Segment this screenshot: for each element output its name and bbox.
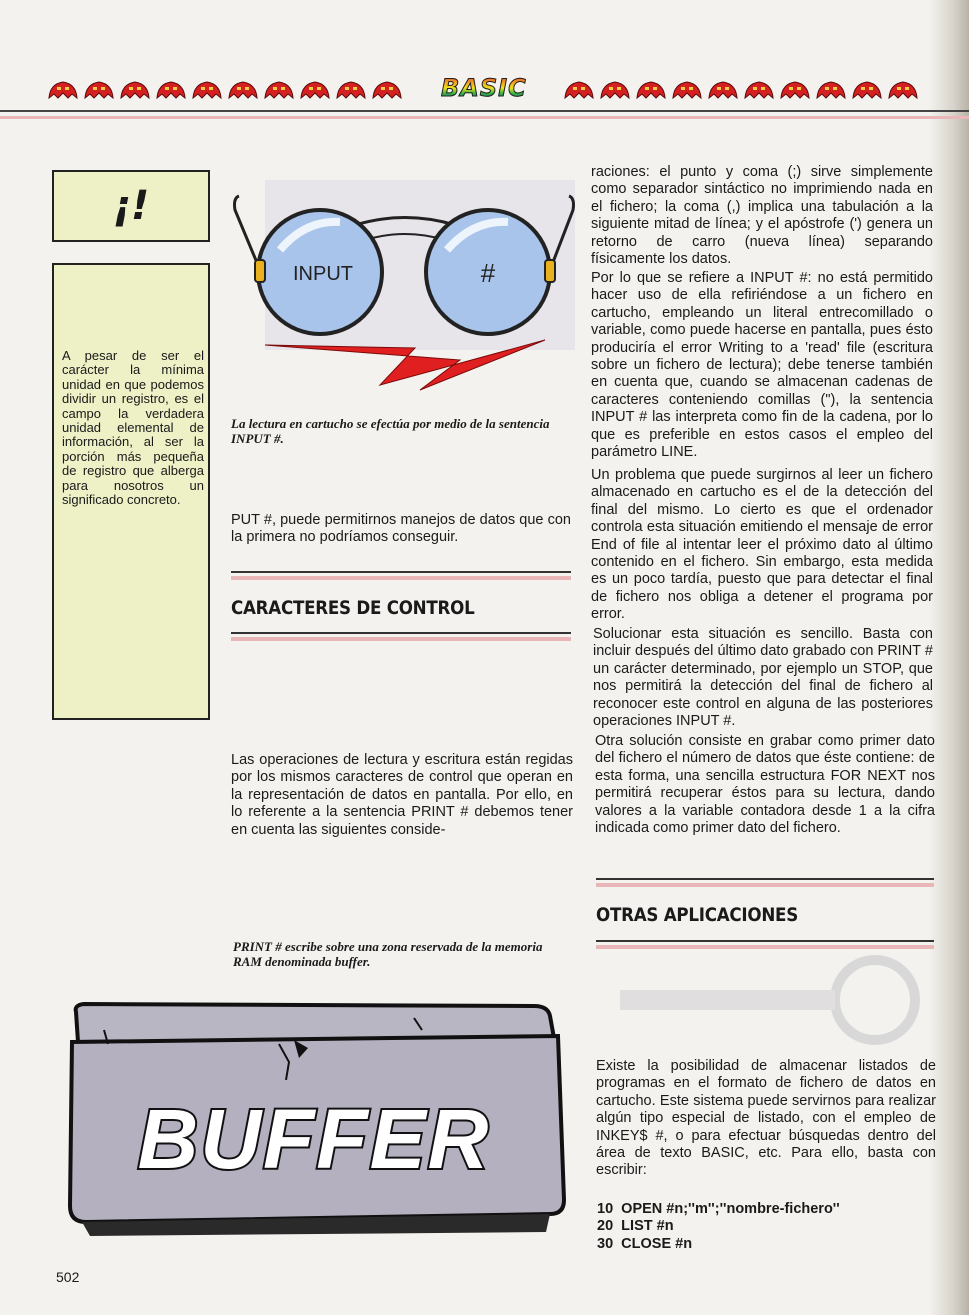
buffer-label: BUFFER (137, 1092, 491, 1186)
code-line: 20 LIST #n (597, 1218, 674, 1235)
space-invader-icon (226, 78, 260, 100)
space-invader-icon (634, 78, 668, 100)
glasses-caption: La lectura en cartucho se efectúa por medio de la sentencia INPUT #. (231, 416, 550, 446)
right-para-5: Otra solución consiste en grabar como primer dato del fichero el número de datos que éste contiene: de esta forma, una sencilla estructura FOR NEXT nos permitirá recuperar éstos para su lectura, dando valores a la variable contadora desde 1 a la cifra indicada como primer dato del fichero. (595, 733, 935, 837)
code-line: 30 CLOSE #n (597, 1235, 693, 1252)
buffer-illustration (64, 1000, 574, 1240)
rule-bottom-2 (596, 940, 934, 942)
space-invader-icon (562, 78, 596, 100)
code-listing (597, 1201, 840, 1253)
space-invader-icon (370, 78, 404, 100)
heading-caracteres: CARACTERES DE CONTROL (231, 597, 475, 619)
middle-para-1: PUT #, puede permitirnos manejos de datos que con la primera no podríamos conseguir. (231, 512, 571, 546)
space-invader-icon (46, 78, 80, 100)
space-invader-icon (886, 78, 920, 100)
space-invader-icon (118, 78, 152, 100)
space-invader-icon (154, 78, 188, 100)
space-invader-icon (298, 78, 332, 100)
sidebar-note: A pesar de ser el carácter la mínima unidad en que podemos dividir un registro, es el campo la verdadera unidad elemental de información, al ser la porción más pequeña de registro que alberga para nosotros un significado concreto. (62, 348, 204, 508)
rule-top-2 (596, 878, 934, 880)
space-invader-icon (742, 78, 776, 100)
sidebar-title-box (52, 170, 210, 242)
invader-row-right (562, 78, 920, 102)
space-invader-icon (670, 78, 704, 100)
invader-row-left (46, 78, 404, 102)
heading-otras: OTRAS APLICACIONES (596, 904, 798, 926)
hinge-right (545, 260, 555, 282)
sidebar-title: ¡! (112, 183, 150, 229)
right-para-2: Por lo que se refiere a INPUT #: no está permitido hacer uso de ella refiriéndose a un fichero en cartucho, empleando un literal entrecomillado o variable, como puede hacerse en pantalla, pues ésto produciría el error Writing to a 'read' file (escritura sobre un fichero de lectura); debe tenerse también en cuenta que, cuando se almacenan cadenas de caracteres conteniendo comillas ("), la sentencia INPUT # las interpreta como fin de la cadena, por lo que es preferible en estos casos el empleo del parámetro LINE. (591, 270, 933, 461)
glasses-temple-left (235, 196, 261, 270)
space-invader-icon (706, 78, 740, 100)
lens-left-label: INPUT (293, 263, 353, 285)
right-para-6: Existe la posibilidad de almacenar listados de programas en el formato de fichero de datos en cartucho. Este sistema puede servirnos para realizar algún tipo especial de listado, con el empleo de INKEY$ #, o para efectuar búsquedas dentro del área de texto BASIC, etc. Para ello, basta con escribir: (596, 1058, 936, 1179)
space-invader-icon (334, 78, 368, 100)
space-invader-icon (190, 78, 224, 100)
space-invader-icon (262, 78, 296, 100)
rule-top-1 (231, 571, 571, 573)
rule-bottom-1 (231, 632, 571, 634)
rule-pink-1b (231, 637, 571, 641)
right-para-1: raciones: el punto y coma (;) sirve simplemente como separador sintáctico no imprimiendo nada en el fichero; la coma (,) implica una tabulación a la siguiente mitad de línea; y el apóstrofe (') genera un retorno de carro (nueva línea) separando físicamente los datos. (591, 164, 933, 268)
rule-pink-2 (596, 883, 934, 887)
space-invader-icon (814, 78, 848, 100)
rule-pink-1 (231, 576, 571, 580)
rule-pink-2b (596, 945, 934, 949)
space-invader-icon (598, 78, 632, 100)
lens-right-label: # (480, 258, 496, 288)
right-para-4: Solucionar esta situación es sencillo. Basta con incluir después del último dato grabado con PRINT # un carácter determinado, por ejemplo un STOP, que nos permitirá la detección del final de fichero al reconocer este control en alguna de las posteriores operaciones INPUT #. (593, 626, 933, 730)
middle-para-2: Las operaciones de lectura y escritura están regidas por los mismos caracteres de control que operan en la representación de datos en pantalla. Por ello, en lo referente a la sentencia PRINT # debemos tener en cuenta las siguientes conside- (231, 752, 573, 838)
buffer-caption: PRINT # escribe sobre una zona reservada de la memoria RAM denominada buffer. (233, 939, 543, 969)
header-rule-pink (0, 116, 969, 119)
basic-logo: BASIC (441, 74, 527, 102)
page-number: 502 (56, 1269, 80, 1285)
glasses-illustration (225, 180, 585, 405)
ghost-key (610, 955, 940, 1045)
right-para-3: Un problema que puede surgirnos al leer un fichero almacenado en cartucho es el de la detección del final del mismo. Lo cierto es que el ordenador controla esta situación emitiendo el mensaje de error End of file al intentar leer el próximo dato al último contenido en el fichero. Sin embargo, esta medida es un poco tardía, puesto que para detectar el final de fichero nos obliga a detener el programa por error. (591, 467, 933, 623)
code-line: 10 OPEN #n;''m'';''nombre-fichero'' (597, 1201, 840, 1217)
space-invader-icon (850, 78, 884, 100)
space-invader-icon (82, 78, 116, 100)
header-rule (0, 110, 969, 112)
sidebar-note-box (52, 263, 210, 720)
hinge-left (255, 260, 265, 282)
space-invader-icon (778, 78, 812, 100)
